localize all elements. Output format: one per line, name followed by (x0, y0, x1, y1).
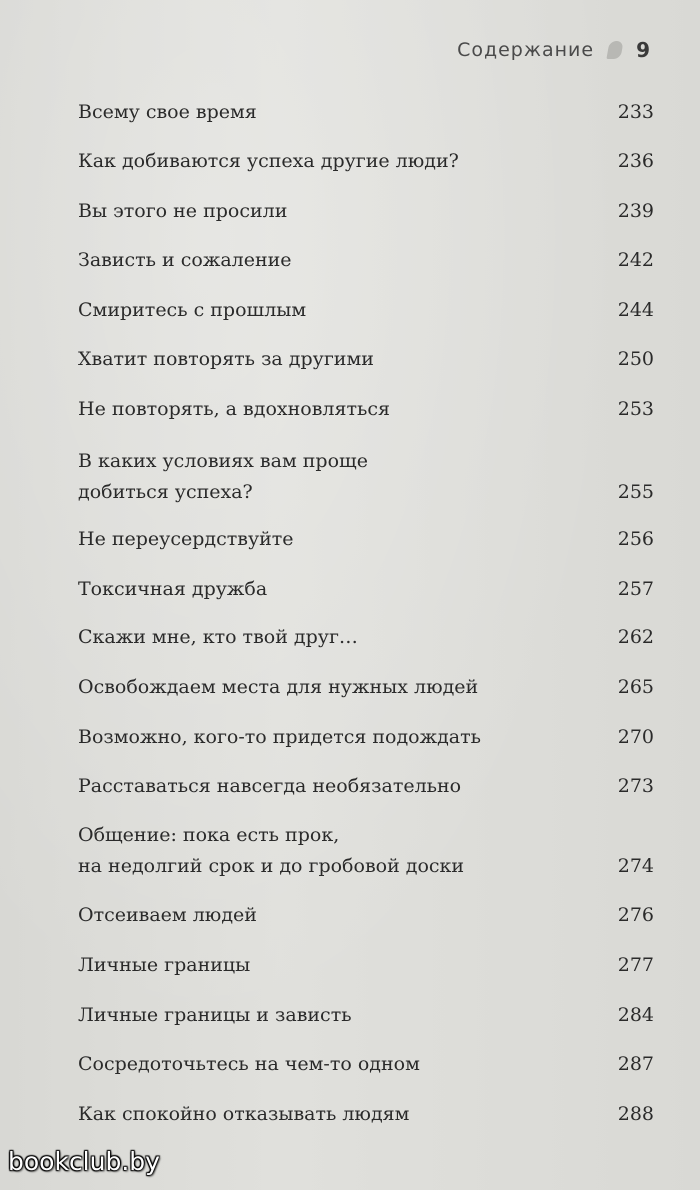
toc-entry-title: Возможно, кого-то придется подождать (78, 726, 481, 748)
toc-entry[interactable] (78, 900, 654, 931)
toc-entry-page: 253 (617, 398, 654, 420)
toc-entry-page: 255 (617, 481, 654, 503)
toc-entry[interactable] (78, 672, 654, 703)
toc-entry[interactable] (78, 722, 654, 753)
toc-entry[interactable] (78, 146, 654, 177)
toc-entry-title-line: на недолгий срок и до гробовой доски (78, 855, 465, 877)
toc-entry-title-line: В каких условиях вам проще (78, 450, 368, 472)
toc-entry-page: 277 (617, 954, 654, 976)
leaf-icon (608, 41, 622, 59)
toc-entry-title: Сосредоточьтесь на чем-то одном (78, 1053, 420, 1075)
toc-entry-title: Токсичная дружба (78, 578, 268, 600)
toc-entry-title: Всему свое время (78, 101, 257, 123)
toc-entry[interactable] (78, 295, 654, 326)
toc-entry[interactable] (78, 574, 654, 605)
toc-entry[interactable] (78, 1099, 654, 1130)
toc-entry-title: Вы этого не просили (78, 200, 288, 222)
toc-entry-title: Личные границы и зависть (78, 1004, 352, 1026)
toc-entry-page: 262 (617, 626, 654, 648)
toc-entry-page: 233 (617, 101, 654, 123)
toc-entry-page: 242 (617, 249, 654, 271)
toc-entry-title: Освобождаем места для нужных людей (78, 676, 479, 698)
toc-entry-page: 244 (617, 299, 654, 321)
toc-entry-page: 257 (617, 578, 654, 600)
toc-entry[interactable] (78, 771, 654, 802)
toc-entry-page: 284 (617, 1004, 654, 1026)
toc-entry-title: Как спокойно отказывать людям (78, 1103, 410, 1125)
toc-entry-page: 250 (617, 348, 654, 370)
toc-entry-title: Не переусердствуйте (78, 528, 294, 550)
toc-entry-title: Отсеиваем людей (78, 904, 257, 926)
toc-entry-title: Хватит повторять за другими (78, 348, 374, 370)
toc-entry-title: Скажи мне, кто твой друг… (78, 626, 358, 648)
toc-entry[interactable] (78, 950, 654, 981)
toc-entry-page: 236 (617, 150, 654, 172)
toc-entry[interactable] (78, 394, 654, 425)
toc-entry-title: Личные границы (78, 954, 251, 976)
page-number: 9 (636, 38, 650, 62)
toc-entry-title-line: Общение: пока есть прок, (78, 824, 340, 846)
toc-entry-page: 239 (617, 200, 654, 222)
toc-entry-title: Расставаться навсегда необязательно (78, 775, 462, 797)
toc-entry[interactable] (78, 446, 654, 508)
toc-entry-page: 274 (617, 855, 654, 877)
toc-entry-title-line: добиться успеха? (78, 481, 253, 503)
toc-entry-page: 270 (617, 726, 654, 748)
toc-entry[interactable] (78, 1049, 654, 1080)
toc-entry[interactable] (78, 524, 654, 555)
toc-entry-title: Зависть и сожаление (78, 249, 292, 271)
toc-entry-page: 288 (617, 1103, 654, 1125)
toc-entry[interactable] (78, 820, 654, 882)
toc-entry[interactable] (78, 196, 654, 227)
header-title: Содержание (457, 39, 595, 61)
toc-entry-page: 287 (617, 1053, 654, 1075)
toc-entry-page: 276 (617, 904, 654, 926)
toc-entry-title: Не повторять, а вдохновляться (78, 398, 390, 420)
toc-entry[interactable] (78, 97, 654, 128)
toc-entry[interactable] (78, 622, 654, 653)
toc-entry[interactable] (78, 344, 654, 375)
running-header (457, 38, 650, 62)
toc-entry[interactable] (78, 245, 654, 276)
watermark: bookclub.by (8, 1147, 160, 1176)
toc-entry-page: 265 (617, 676, 654, 698)
toc-entry[interactable] (78, 1000, 654, 1031)
toc-entry-title: Как добиваются успеха другие люди? (78, 150, 459, 172)
toc-entry-page: 256 (617, 528, 654, 550)
toc-entry-page: 273 (617, 775, 654, 797)
toc-entry-title: Смиритесь с прошлым (78, 299, 307, 321)
